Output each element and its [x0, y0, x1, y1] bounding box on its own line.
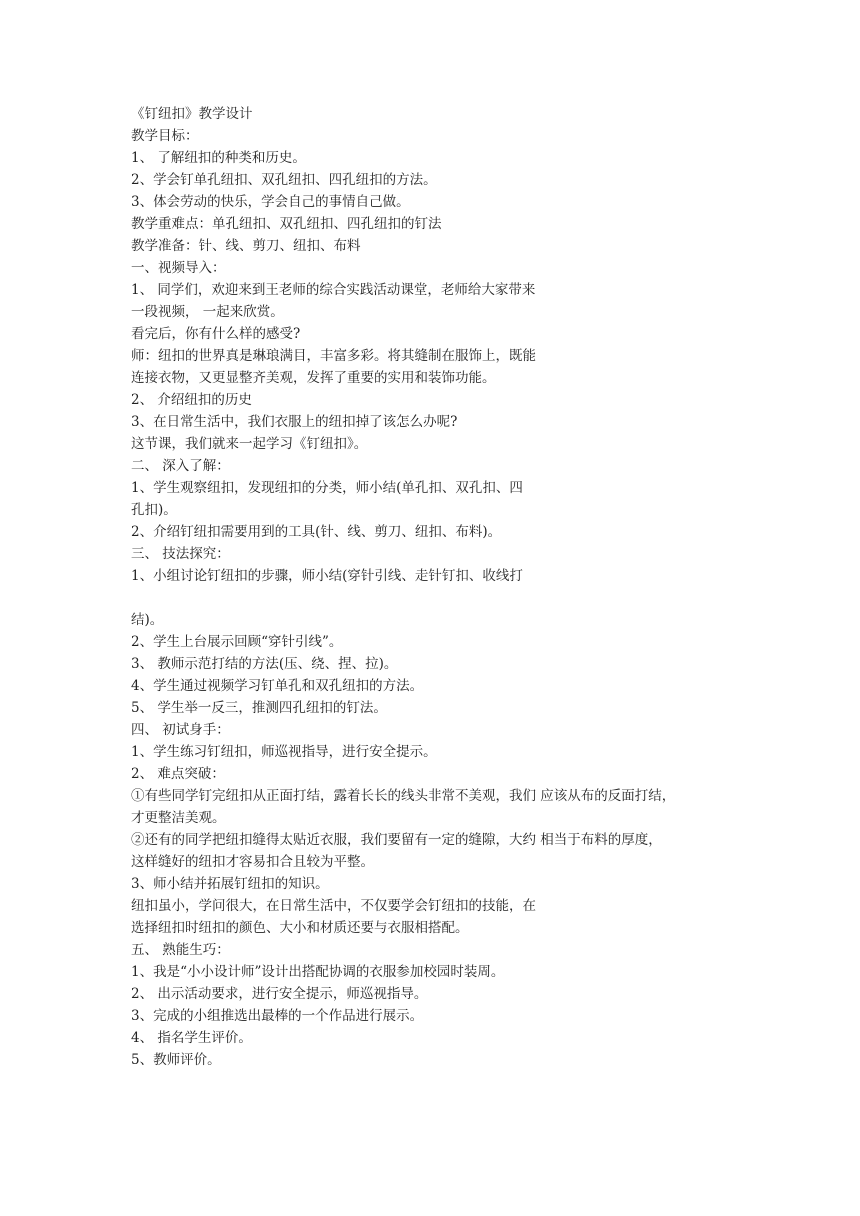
text-line: ②还有的同学把纽扣缝得太贴近衣服，我们要留有一定的缝隙，大约 相当于布料的厚度，	[131, 832, 662, 848]
text-line: 才更整洁美观。	[131, 810, 226, 826]
text-line: 4、 指名学生评价。	[131, 1030, 252, 1046]
text-line: 1、 同学们，欢迎来到王老师的综合实践活动课堂，老师给大家带来	[131, 282, 536, 298]
text-line: 2、 出示活动要求，进行安全提示，师巡视指导。	[131, 986, 428, 1002]
text-line: 教学准备：针、线、剪刀、纽扣、布料	[131, 238, 361, 254]
text-line: 2、介绍钉纽扣需要用到的工具(针、线、剪刀、纽扣、布料)。	[131, 524, 502, 540]
text-line: 3、完成的小组推选出最棒的一个作品进行展示。	[131, 1008, 424, 1024]
section-heading: 五、 熟能生巧：	[131, 942, 230, 958]
text-line: 1、学生练习钉纽扣，师巡视指导，进行安全提示。	[131, 744, 437, 760]
text-line: 3、体会劳动的快乐，学会自己的事情自己做。	[131, 194, 410, 210]
text-line: 3、 教师示范打结的方法(压、绕、捏、拉)。	[131, 656, 398, 672]
section-heading: 四、 初试身手：	[131, 722, 230, 738]
text-line: 教学重难点：单孔纽扣、双孔纽扣、四孔纽扣的钉法	[131, 216, 442, 232]
document-body	[131, 103, 756, 1071]
text-line: 看完后，你有什么样的感受?	[131, 326, 301, 342]
doc-title: 《钉纽扣》教学设计	[131, 106, 253, 122]
text-line: 2、学生上台展示回顾“穿针引线”。	[131, 634, 343, 650]
text-line: 一段视频， 一起来欣赏。	[131, 304, 284, 320]
text-line: 师：纽扣的世界真是琳琅满目，丰富多彩。将其缝制在服饰上，既能	[131, 348, 536, 364]
text-line: 3、在日常生活中，我们衣服上的纽扣掉了该怎么办呢?	[131, 414, 458, 430]
text-line: 结)。	[131, 612, 164, 628]
text-line: 2、学会钉单孔纽扣、双孔纽扣、四孔纽扣的方法。	[131, 172, 437, 188]
text-line: 5、 学生举一反三，推测四孔纽扣的钉法。	[131, 700, 387, 716]
text-line: 3、师小结并拓展钉纽扣的知识。	[131, 876, 329, 892]
section-heading: 二、 深入了解：	[131, 458, 230, 474]
section-heading: 教学目标：	[131, 128, 199, 144]
text-line: 纽扣虽小，学问很大，在日常生活中，不仅要学会钉纽扣的技能，在	[131, 898, 536, 914]
text-line: 1、 了解纽扣的种类和历史。	[131, 150, 306, 166]
text-line: 2、 介绍纽扣的历史	[131, 392, 252, 408]
text-line: ①有些同学钉完纽扣从正面打结，露着长长的线头非常不美观，我们 应该从布的反面打结，	[131, 788, 676, 804]
section-heading: 一、视频导入：	[131, 260, 226, 276]
text-line: 这节课，我们就来一起学习《钉纽扣》。	[131, 436, 368, 452]
text-line: 连接衣物，又更显整齐美观，发挥了重要的实用和装饰功能。	[131, 370, 496, 386]
text-line: 选择纽扣时纽扣的颜色、大小和材质还要与衣服相搭配。	[131, 920, 469, 936]
text-line: 5、教师评价。	[131, 1052, 221, 1068]
text-line: 这样缝好的纽扣才容易扣合且较为平整。	[131, 854, 374, 870]
section-heading: 三、 技法探究：	[131, 546, 230, 562]
text-line: 1、我是“小小设计师”设计出搭配协调的衣服参加校园时装周。	[131, 964, 505, 980]
text-line: 孔扣)。	[131, 502, 177, 518]
text-line: 2、 难点突破：	[131, 766, 225, 782]
text-line: 4、学生通过视频学习钉单孔和双孔纽扣的方法。	[131, 678, 424, 694]
blank-line	[131, 587, 756, 609]
text-line: 1、学生观察纽扣，发现纽扣的分类，师小结(单孔扣、双孔扣、四	[131, 480, 523, 496]
text-line: 1、小组讨论钉纽扣的步骤，师小结(穿针引线、走针钉扣、收线打	[131, 568, 523, 584]
